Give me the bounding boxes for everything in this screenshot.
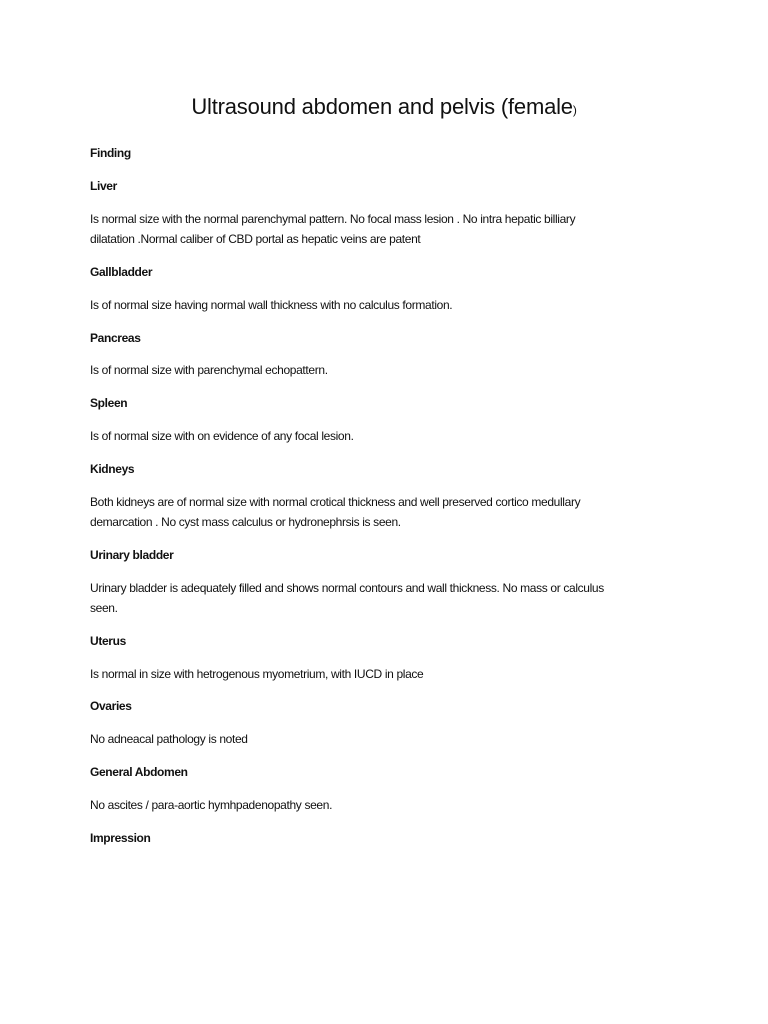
- section-heading-urinary-bladder: Urinary bladder: [90, 548, 174, 562]
- section-text-uterus: Is normal in size with hetrogenous myometrium, with IUCD in place: [90, 667, 424, 681]
- document-title-text: Ultrasound abdomen and pelvis (female: [191, 94, 573, 119]
- finding-heading: Finding: [90, 146, 131, 160]
- section-text-spleen: Is of normal size with on evidence of any focal lesion.: [90, 429, 354, 443]
- section-text-general-abdomen: No ascites / para-aortic hymhpadenopathy seen.: [90, 798, 333, 812]
- section-heading-liver: Liver: [90, 179, 117, 193]
- section-heading-uterus: Uterus: [90, 634, 126, 648]
- section-text-kidneys-line-1: Both kidneys are of normal size with normal crotical thickness and well preserved cortico medullary: [90, 495, 581, 509]
- section-heading-general-abdomen: General Abdomen: [90, 765, 188, 779]
- section-text-liver-line-2: dilatation .Normal caliber of CBD portal as hepatic veins are patent: [90, 232, 421, 246]
- section-heading-spleen: Spleen: [90, 396, 128, 410]
- document-title-paren: ): [572, 103, 577, 117]
- section-text-urinary-bladder-line-2: seen.: [90, 601, 118, 615]
- impression-heading: Impression: [90, 831, 151, 845]
- section-heading-kidneys: Kidneys: [90, 462, 135, 476]
- section-text-gallbladder: Is of normal size having normal wall thickness with no calculus formation.: [90, 298, 453, 312]
- section-heading-ovaries: Ovaries: [90, 699, 132, 713]
- section-text-urinary-bladder-line-1: Urinary bladder is adequately filled and shows normal contours and wall thickness. No mass or calculus: [90, 581, 604, 595]
- section-text-liver-line-1: Is normal size with the normal parenchymal pattern. No focal mass lesion . No intra hepatic billiary: [90, 212, 576, 226]
- section-text-ovaries: No adneacal pathology is noted: [90, 732, 248, 746]
- section-text-pancreas: Is of normal size with parenchymal echopattern.: [90, 363, 328, 377]
- document-title: [0, 94, 768, 120]
- section-text-kidneys-line-2: demarcation . No cyst mass calculus or hydronephrsis is seen.: [90, 515, 401, 529]
- section-heading-pancreas: Pancreas: [90, 331, 141, 345]
- section-heading-gallbladder: Gallbladder: [90, 265, 153, 279]
